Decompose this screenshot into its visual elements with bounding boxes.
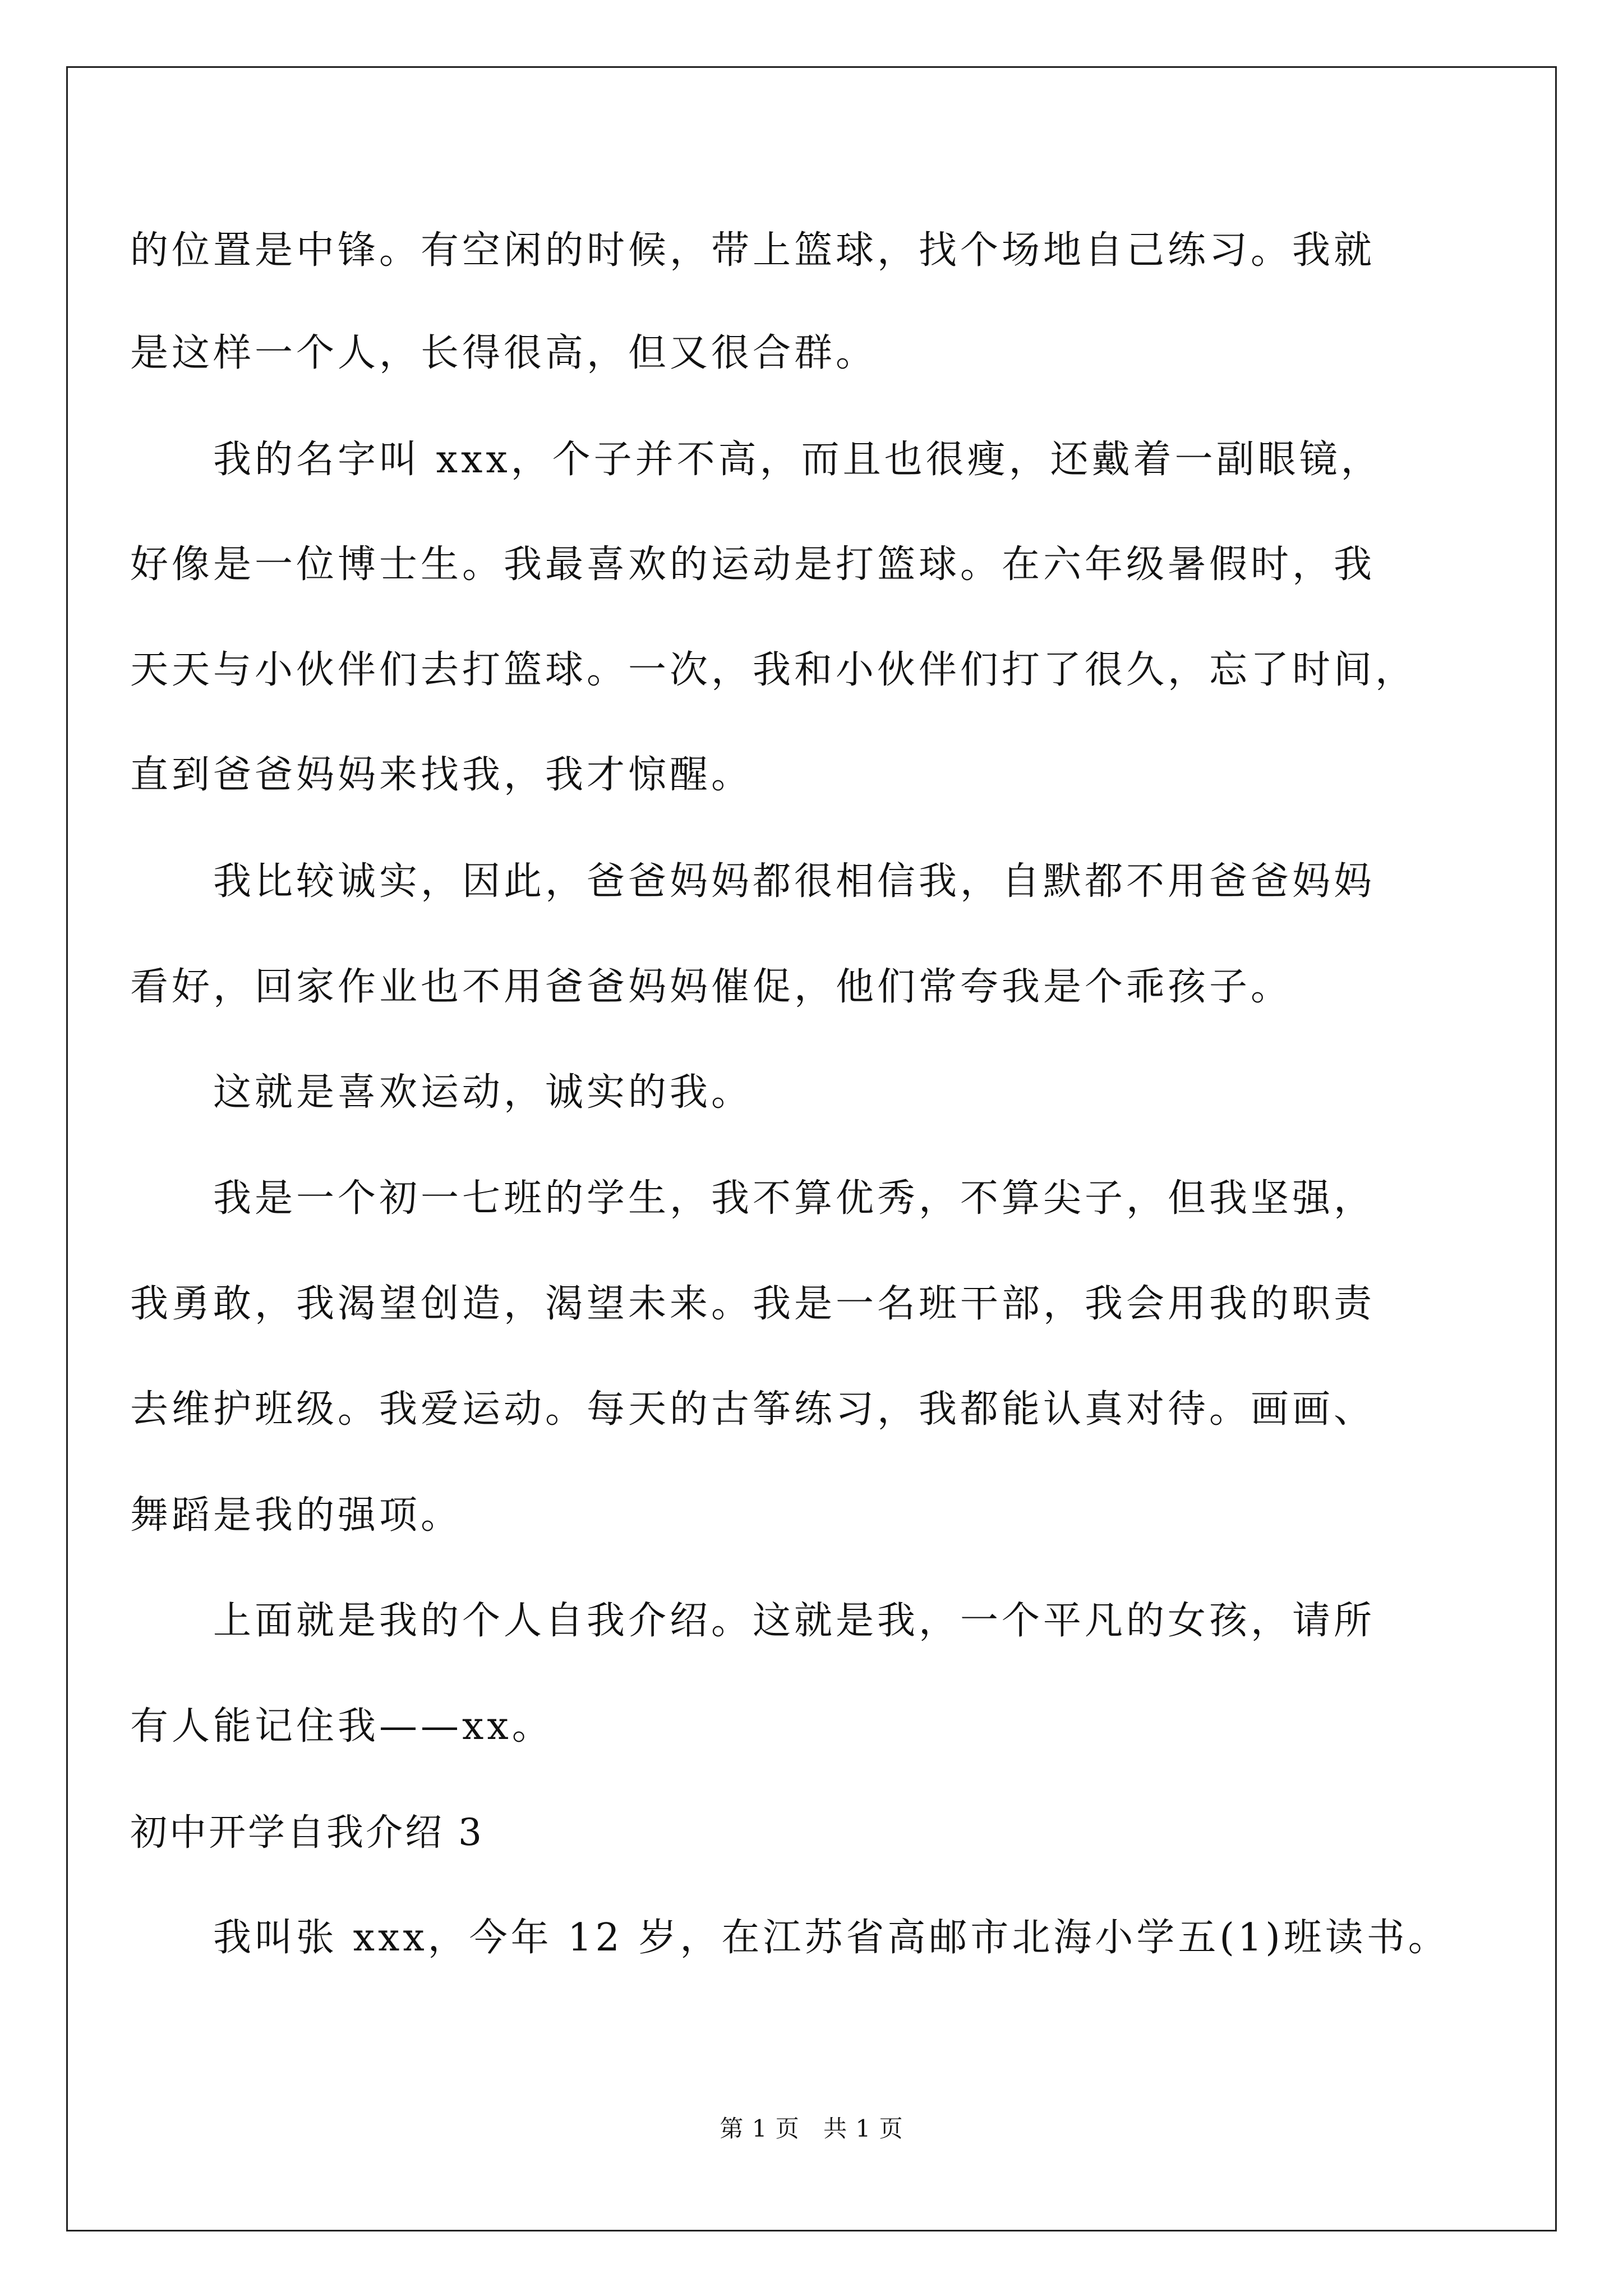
paragraph-line: 上面就是我的个人自我介绍。这就是我，一个平凡的女孩，请所 xyxy=(213,1599,1376,1643)
page-footer xyxy=(0,2115,1623,2143)
paragraph-line: 的位置是中锋。有空闲的时候，带上篮球，找个场地自己练习。我就 xyxy=(130,228,1376,273)
paragraph-line: 有人能记住我——xx。 xyxy=(130,1704,554,1749)
paragraph-line: 好像是一位博士生。我最喜欢的运动是打篮球。在六年级暑假时，我 xyxy=(130,542,1376,587)
paragraph-line: 舞蹈是我的强项。 xyxy=(130,1493,463,1538)
paragraph-line: 去维护班级。我爱运动。每天的古筝练习，我都能认真对待。画画、 xyxy=(130,1387,1376,1432)
paragraph-line: 这就是喜欢运动，诚实的我。 xyxy=(213,1070,753,1115)
paragraph-line: 看好，回家作业也不用爸爸妈妈催促，他们常夸我是个乖孩子。 xyxy=(130,965,1293,1009)
page-number: 第 1 页 xyxy=(720,2115,800,2142)
page-total: 共 1 页 xyxy=(823,2115,903,2142)
page-frame xyxy=(66,66,1557,2231)
paragraph-line: 我比较诚实，因此，爸爸妈妈都很相信我，自默都不用爸爸妈妈 xyxy=(213,859,1376,904)
paragraph-line: 直到爸爸妈妈来找我，我才惊醒。 xyxy=(130,753,753,797)
paragraph-line: 天天与小伙伴们去打篮球。一次，我和小伙伴们打了很久，忘了时间， xyxy=(130,648,1417,692)
paragraph-line: 是这样一个人，长得很高，但又很合群。 xyxy=(130,331,878,375)
paragraph-line: 我是一个初一七班的学生，我不算优秀，不算尖子，但我坚强， xyxy=(213,1176,1376,1221)
section-heading: 初中开学自我介绍 3 xyxy=(130,1811,484,1854)
paragraph-line: 我叫张 xxx，今年 12 岁，在江苏省高邮市北海小学五(1)班读书。 xyxy=(213,1916,1450,1960)
paragraph-line: 我勇敢，我渴望创造，渴望未来。我是一名班干部，我会用我的职责 xyxy=(130,1282,1376,1326)
paragraph-line: 我的名字叫 xxx，个子并不高，而且也很瘦，还戴着一副眼镜， xyxy=(213,438,1382,482)
